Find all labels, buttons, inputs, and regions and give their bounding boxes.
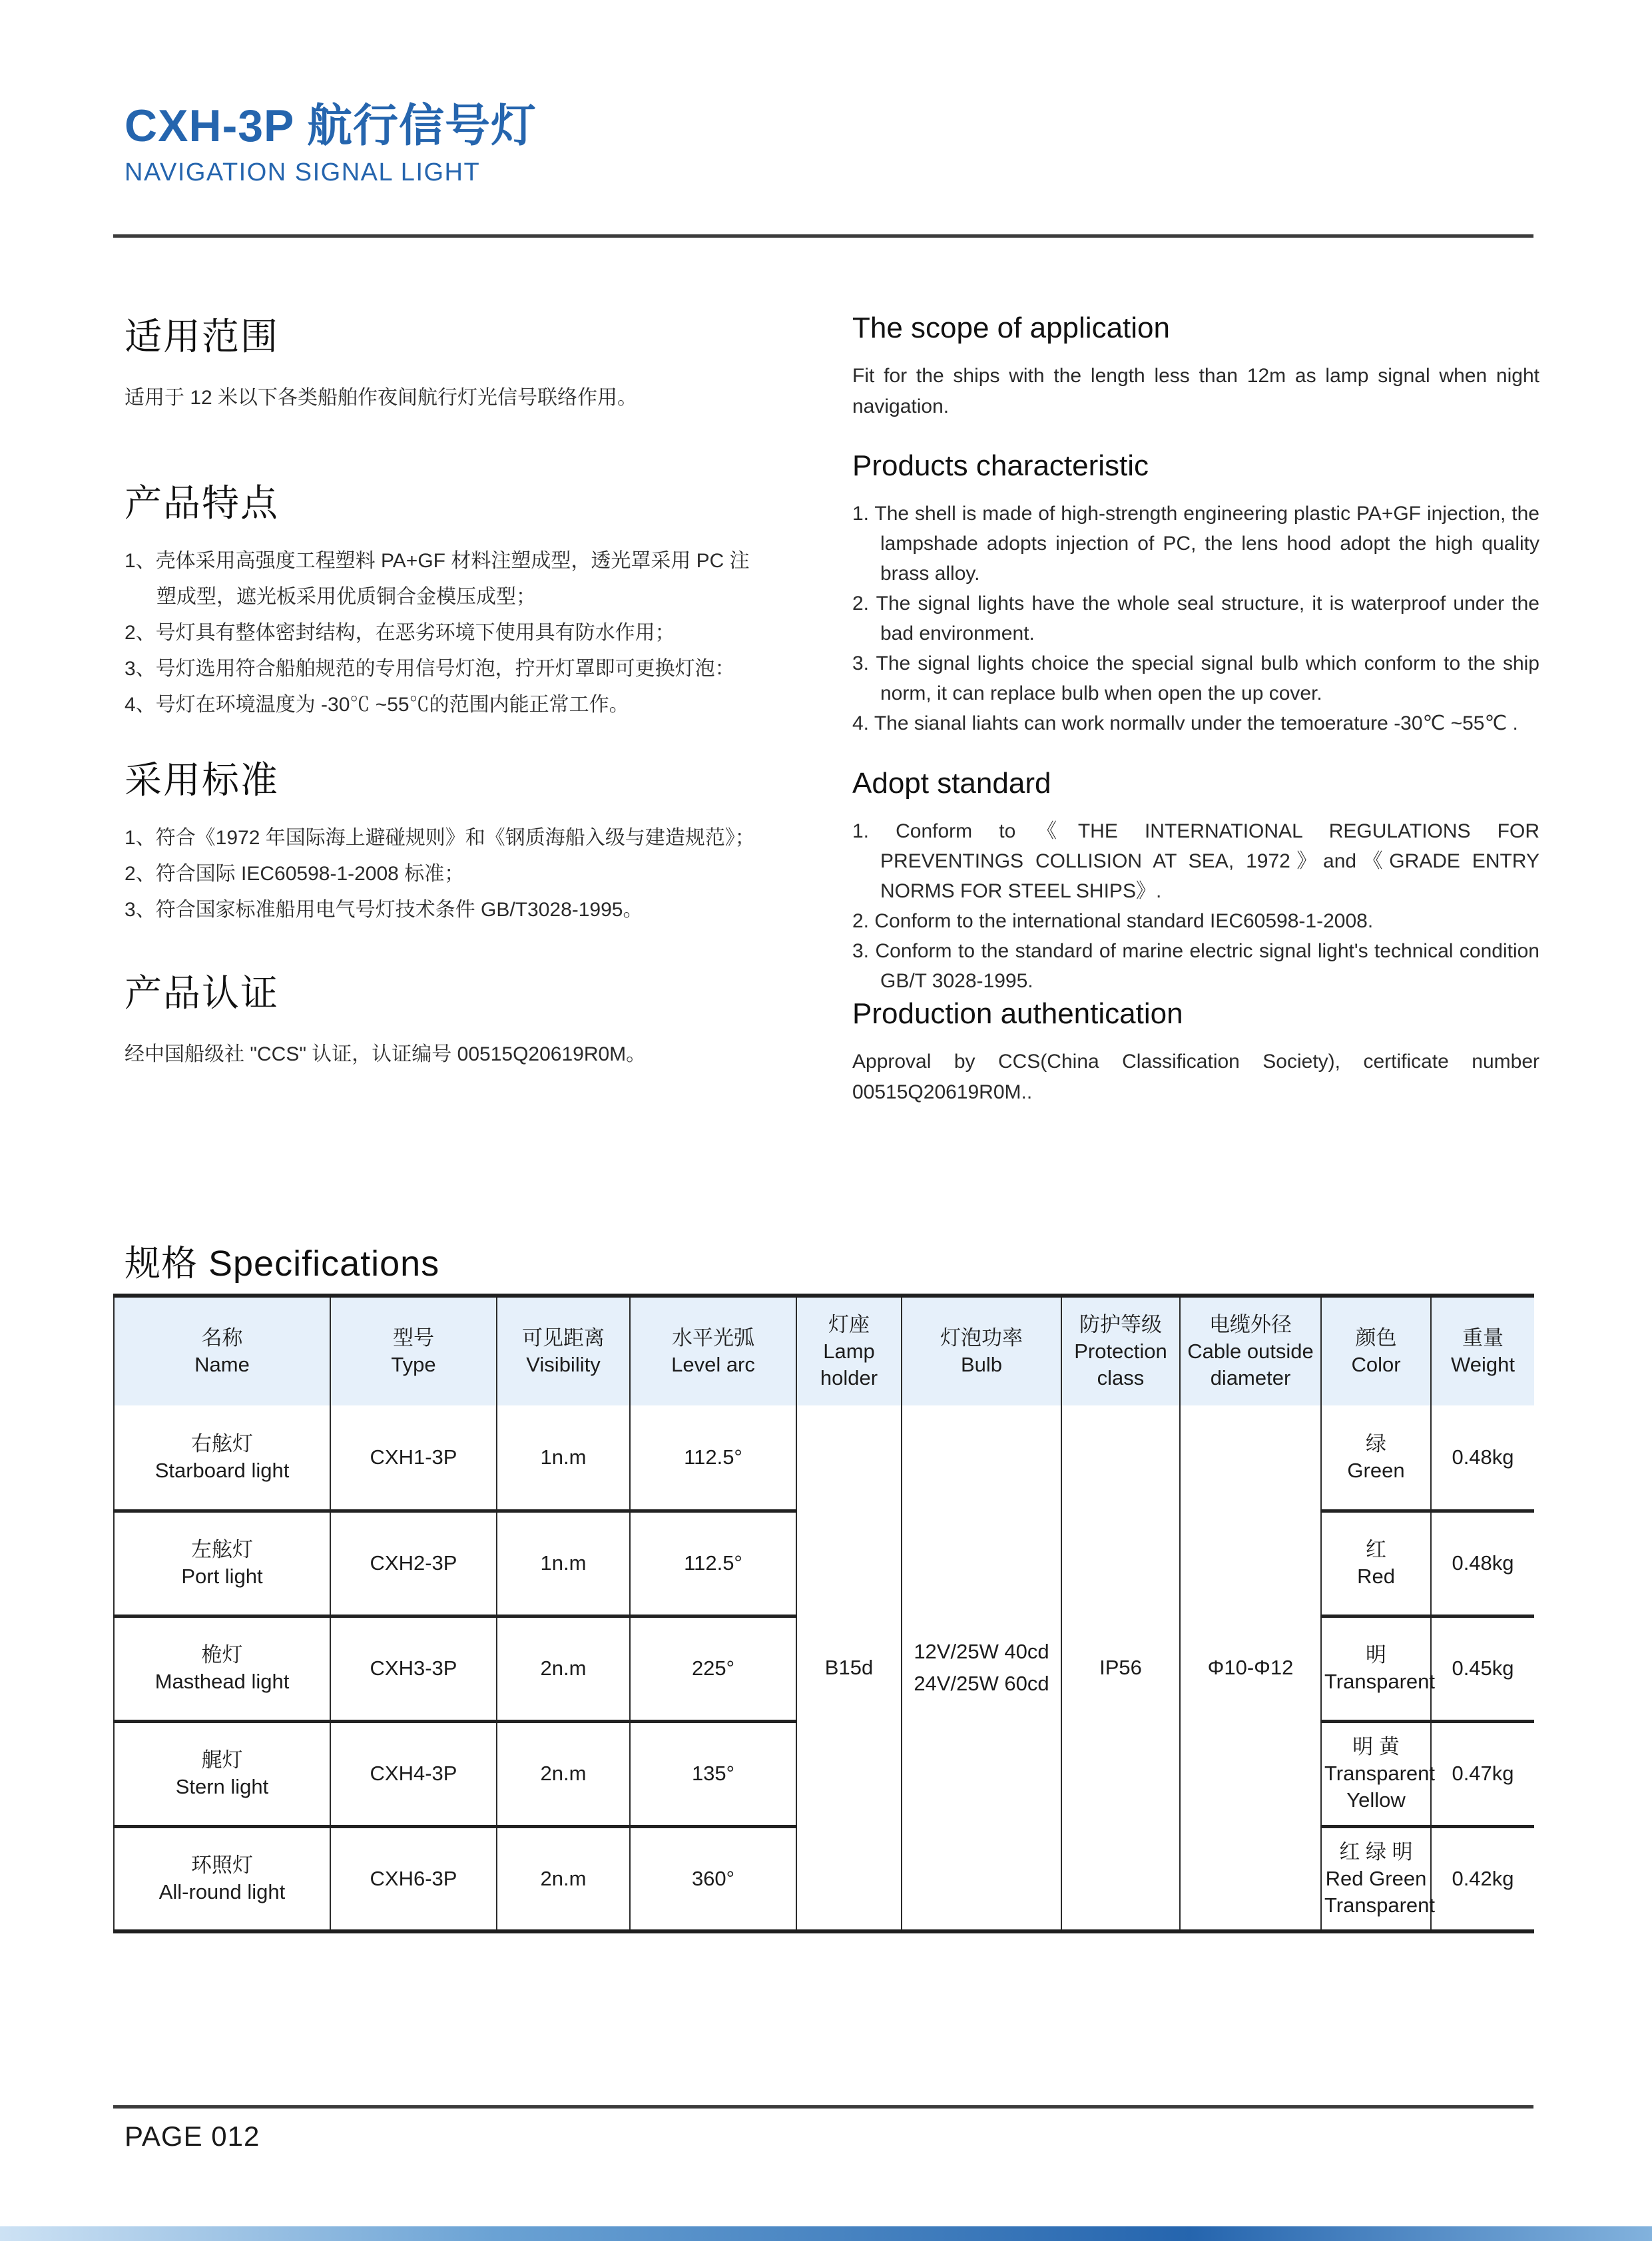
section-heading: Production authentication (852, 997, 1183, 1030)
column-header-zh: 名称 (201, 1326, 243, 1350)
cell-weight: 0.47kg (1431, 1721, 1534, 1826)
column-header-zh: 电缆外径 (1209, 1313, 1292, 1336)
cell-type: CXH4-3P (330, 1721, 497, 1826)
section-en-scope (852, 312, 1539, 422)
column-header-zh: 水平光弧 (672, 1326, 754, 1350)
section-heading: 产品特点 (125, 482, 279, 524)
cell-color-zh: 明 黄 (1352, 1735, 1400, 1758)
column-header-en: Cable outside diameter (1187, 1340, 1314, 1389)
cell-color-en: Red (1357, 1565, 1395, 1588)
cell-visibility: 2n.m (497, 1826, 630, 1931)
column-header-cable-outside-diameter (1180, 1296, 1321, 1405)
cell-name-en: Port light (181, 1565, 263, 1588)
bottom-accent-bar (0, 2226, 1652, 2241)
column-header-type (330, 1296, 497, 1405)
cell-color-en: Green (1347, 1458, 1405, 1482)
column-header-name (114, 1296, 330, 1405)
section-en-characteristic (852, 449, 1539, 738)
section-cn-certification (125, 964, 769, 1072)
list-item: 3. Conform to the standard of marine electric signal light's technical condition GB/T 3028-1995. (852, 940, 1539, 992)
cell-color-zh: 绿 (1366, 1431, 1386, 1455)
column-header-en: Visibility (526, 1353, 601, 1376)
list-item: 2. The signal lights have the whole seal structure, it is waterproof under the bad environment. (852, 593, 1539, 644)
cell-name-zh: 环照灯 (191, 1853, 253, 1877)
cell-visibility: 2n.m (497, 1721, 630, 1826)
column-header-en: Weight (1451, 1353, 1515, 1376)
cell-level-arc: 112.5° (630, 1511, 796, 1616)
cell-name (114, 1511, 330, 1616)
cell-color-en: Red Green Transparent (1324, 1866, 1435, 1917)
cell-color (1321, 1511, 1431, 1616)
column-header-zh: 灯座 (828, 1313, 870, 1336)
column-header-en: Name (194, 1353, 250, 1376)
column-header-zh: 可见距离 (522, 1326, 605, 1350)
cell-visibility: 1n.m (497, 1405, 630, 1511)
column-header-en: Level arc (671, 1353, 755, 1376)
cell-visibility: 2n.m (497, 1616, 630, 1721)
column-header-zh: 型号 (393, 1326, 434, 1350)
section-heading: The scope of application (852, 312, 1170, 344)
page-title: CXH-3P 航行信号灯 (125, 101, 537, 151)
header-divider (113, 234, 1533, 238)
column-header-en: Protection class (1074, 1340, 1167, 1389)
cell-bulb (902, 1405, 1061, 1931)
section-heading: 适用范围 (125, 316, 279, 358)
column-header-en: Color (1351, 1353, 1401, 1376)
cell-name (114, 1721, 330, 1826)
list-item: 2、号灯具有整体密封结构，在恶劣环境下使用具有防水作用； (125, 622, 675, 644)
section-heading: 采用标准 (125, 759, 279, 801)
list-item: 3、号灯选用符合船舶规范的专用信号灯泡，拧开灯罩即可更换灯泡： (125, 658, 735, 680)
list-item: 3. The signal lights choice the special signal bulb which conform to the ship norm, it can replace bulb when open the up cover. (852, 652, 1539, 704)
column-header-zh: 防护等级 (1079, 1313, 1162, 1336)
cell-name-en: Starboard light (154, 1458, 290, 1482)
cell-color-zh: 红 (1366, 1538, 1386, 1561)
cell-name-zh: 艉灯 (201, 1748, 243, 1772)
cell-lamp-holder: B15d (796, 1405, 902, 1931)
cell-weight: 0.48kg (1431, 1511, 1534, 1616)
column-header-bulb (902, 1296, 1061, 1405)
cell-name-zh: 桅灯 (201, 1643, 243, 1666)
cell-type: CXH6-3P (330, 1826, 497, 1931)
table-row (114, 1405, 1534, 1511)
page-header (125, 100, 537, 187)
cell-name-en: Stern light (175, 1775, 269, 1798)
section-en-production-authentication (852, 997, 1539, 1108)
list-item: 1、符合《1972 年国际海上避碰规则》和《钢质海船入级与建造规范》； (125, 827, 755, 849)
section-heading: 产品认证 (125, 972, 279, 1014)
page-number-label: PAGE 012 (125, 2120, 260, 2152)
table-header-row (114, 1296, 1534, 1405)
list-item: 2、符合国际 IEC60598-1-2008 标准； (125, 863, 465, 885)
cell-name (114, 1616, 330, 1721)
adopt-standard-list (852, 816, 1539, 996)
cell-name (114, 1405, 330, 1511)
list-item: 1、壳体采用高强度工程塑料 PA+GF 材料注塑成型，透光罩采用 PC 注塑成型，遮光板采用优质铜合金模压成型； (125, 550, 750, 608)
section-paragraph: Approval by CCS(China Classification Society), certificate number 00515Q20619R0M.. (852, 1051, 1539, 1103)
section-paragraph: 经中国船级社 "CCS" 认证，认证编号 00515Q20619R0M。 (125, 1043, 647, 1065)
cell-name-zh: 左舷灯 (191, 1538, 253, 1561)
section-paragraph: 适用于 12 米以下各类船舶作夜间航行灯光信号联络作用。 (125, 387, 638, 409)
list-item: 2. Conform to the international standard IEC60598-1-2008. (852, 910, 1374, 932)
bulb-spec (914, 1636, 1049, 1700)
column-header-weight (1431, 1296, 1534, 1405)
specifications-table (113, 1294, 1534, 1933)
section-paragraph: Fit for the ships with the length less than 12m as lamp signal when night navigation. (852, 365, 1539, 417)
cell-color (1321, 1616, 1435, 1721)
column-header-visibility (497, 1296, 630, 1405)
cell-color (1321, 1721, 1435, 1826)
cell-name-en: All-round light (158, 1879, 286, 1903)
page-subtitle: NAVIGATION SIGNAL LIGHT (125, 158, 481, 187)
cell-name-zh: 右舷灯 (191, 1431, 253, 1455)
cell-color-en: Transparent Yellow (1324, 1762, 1435, 1812)
cell-visibility: 1n.m (497, 1511, 630, 1616)
column-header-level-arc (630, 1296, 796, 1405)
cell-color-en: Transparent (1324, 1670, 1435, 1693)
list-item: 4. The sianal liahts can work normallv under the temoerature -30℃ ~55℃ . (852, 712, 1518, 734)
section-en-adopt-standard (852, 767, 1539, 996)
section-cn-features (125, 474, 769, 723)
section-heading: Products characteristic (852, 449, 1149, 482)
cell-protection-class: IP56 (1061, 1405, 1180, 1931)
column-header-en: Type (391, 1353, 436, 1376)
column-header-protection-class (1061, 1296, 1180, 1405)
cell-name (114, 1826, 330, 1931)
cell-type: CXH3-3P (330, 1616, 497, 1721)
cell-type: CXH2-3P (330, 1511, 497, 1616)
column-header-zh: 重量 (1462, 1326, 1504, 1350)
cell-color-zh: 明 (1366, 1643, 1386, 1666)
bulb-line-1: 12V/25W 40cd (914, 1639, 1049, 1663)
list-item: 1. Conform to《THE INTERNATIONAL REGULATIONS FOR PREVENTINGS COLLISION AT SEA, 1972》and《GRADE ENTRY NORMS FOR STEEL SHIPS》. (852, 820, 1539, 902)
cell-color (1321, 1405, 1431, 1511)
cell-type: CXH1-3P (330, 1405, 497, 1511)
column-header-en: Lamp holder (820, 1340, 878, 1389)
specifications-heading: 规格 Specifications (125, 1244, 440, 1284)
cell-color-zh: 红 绿 明 (1339, 1840, 1413, 1864)
cell-cable-outside-diameter: Φ10-Φ12 (1180, 1405, 1321, 1931)
section-heading: Adopt standard (852, 767, 1051, 800)
list-item: 3、符合国家标准船用电气号灯技术条件 GB/T3028-1995。 (125, 899, 643, 921)
footer-divider (113, 2105, 1533, 2109)
cell-weight: 0.42kg (1431, 1826, 1534, 1931)
cell-level-arc: 112.5° (630, 1405, 796, 1511)
list-item: 1. The shell is made of high-strength engineering plastic PA+GF injection, the lampshade adopts injection of PC, the lens hood adopt the high quality brass alloy. (852, 503, 1539, 585)
column-header-zh: 灯泡功率 (940, 1326, 1023, 1350)
cell-color (1321, 1826, 1435, 1931)
cell-level-arc: 135° (630, 1721, 796, 1826)
cell-weight: 0.45kg (1431, 1616, 1534, 1721)
cell-name-en: Masthead light (154, 1670, 290, 1693)
cell-level-arc: 225° (630, 1616, 796, 1721)
column-header-color (1321, 1296, 1431, 1405)
section-cn-standard (125, 751, 769, 928)
list-item: 4、号灯在环境温度为 -30℃ ~55℃的范围内能正常工作。 (125, 694, 629, 716)
column-header-lamp-holder (796, 1296, 902, 1405)
bulb-line-2: 24V/25W 60cd (914, 1671, 1049, 1695)
column-header-en: Bulb (960, 1353, 1003, 1376)
cell-level-arc: 360° (630, 1826, 796, 1931)
column-header-zh: 颜色 (1355, 1326, 1397, 1350)
section-cn-scope (125, 308, 769, 415)
feature-list (125, 543, 769, 723)
standard-list (125, 820, 769, 928)
cell-weight: 0.48kg (1431, 1405, 1534, 1511)
characteristic-list (852, 499, 1539, 738)
specifications-table-wrap (113, 1294, 1533, 1933)
